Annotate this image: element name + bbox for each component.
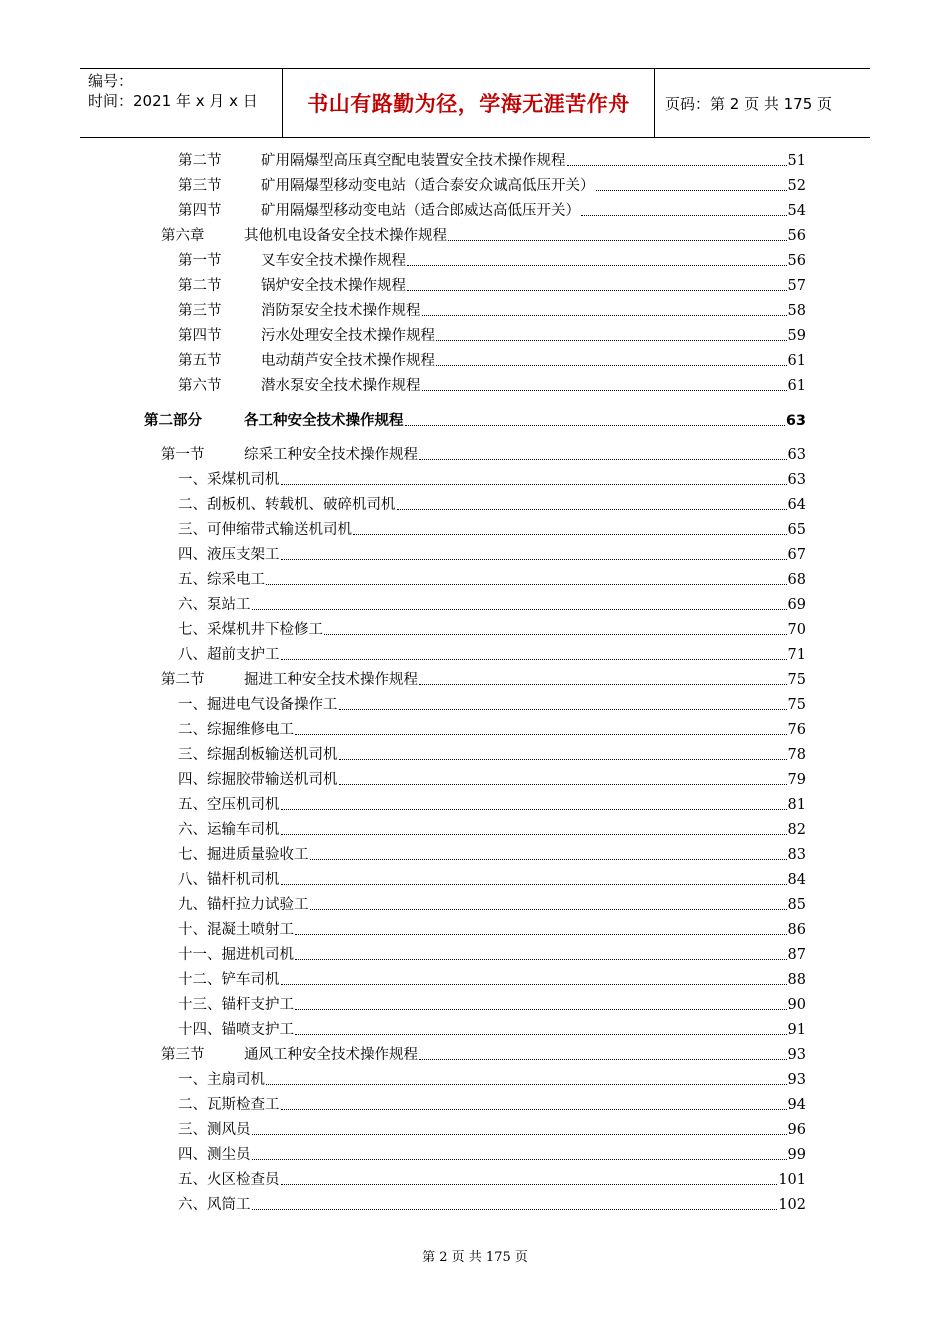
toc-entry-title: 五、空压机司机 [178,797,280,813]
toc-entry-title: 四、液压支架工 [178,547,280,563]
header-id-label: 编号： [88,72,134,90]
toc-entry-number: 第三节 [178,178,222,194]
toc-leader-dots [252,1133,787,1135]
toc-entry-title: 五、火区检查员 [178,1172,280,1188]
toc-entry-title: 潜水泵安全技术操作规程 [261,378,421,394]
toc-entry-title: 七、采煤机井下检修工 [178,622,323,638]
toc-entry-page: 79 [787,772,806,788]
toc-leader-dots [295,733,787,735]
toc-leader-dots [281,1108,787,1110]
toc-entry-page: 51 [787,153,806,169]
toc-entry-page: 61 [787,353,806,369]
toc-entry-title: 六、泵站工 [178,597,251,613]
toc-entry[interactable] [178,719,806,741]
toc-entry-number: 第二节 [178,278,222,294]
toc-entry-page: 83 [787,847,806,863]
toc-entry-page: 54 [787,203,806,219]
toc-entry-number: 第五节 [178,353,222,369]
toc-entry[interactable] [178,569,806,591]
toc-entry-page: 85 [787,897,806,913]
toc-entry-page: 81 [787,797,806,813]
toc-entry[interactable] [178,1019,806,1041]
toc-entry-number: 第二部分 [144,413,202,429]
toc-leader-dots [448,239,787,241]
toc-entry[interactable] [178,519,806,541]
toc-entry-number: 第四节 [178,328,222,344]
toc-entry[interactable] [161,669,806,691]
toc-entry-page: 101 [778,1172,806,1188]
toc-entry[interactable] [161,444,806,466]
toc-leader-dots [581,214,787,216]
toc-entry[interactable] [178,275,806,297]
toc-entry-number: 第四节 [178,203,222,219]
toc-entry-page: 71 [787,647,806,663]
toc-entry-page: 56 [787,228,806,244]
toc-entry-number: 第二节 [161,672,205,688]
toc-entry-page: 63 [787,447,806,463]
toc-entry[interactable] [178,1094,806,1116]
toc-entry-title: 八、锚杆机司机 [178,872,280,888]
toc-entry-title: 其他机电设备安全技术操作规程 [244,228,447,244]
toc-entry-title: 三、测风员 [178,1122,251,1138]
toc-entry-page: 99 [787,1147,806,1163]
toc-entry-page: 94 [787,1097,806,1113]
toc-leader-dots [407,289,787,291]
toc-entry[interactable] [178,300,806,322]
toc-entry-page: 52 [787,178,806,194]
toc-entry-title: 矿用隔爆型移动变电站（适合郎威达高低压开关） [261,203,580,219]
toc-leader-dots [266,1083,787,1085]
toc-entry-page: 86 [787,922,806,938]
toc-entry-title: 叉车安全技术操作规程 [261,253,406,269]
toc-entry[interactable] [178,644,806,666]
toc-leader-dots [324,633,787,635]
toc-entry-title: 六、风筒工 [178,1197,251,1213]
toc-entry-title: 五、综采电工 [178,572,265,588]
toc-entry-page: 63 [787,472,806,488]
toc-entry-title: 矿用隔爆型移动变电站（适合泰安众诚高低压开关） [261,178,595,194]
header-meta [80,69,282,137]
toc-entry-page: 87 [787,947,806,963]
toc-leader-dots [281,1183,778,1185]
toc-leader-dots [252,1158,787,1160]
toc-entry-title: 九、锚杆拉力试验工 [178,897,309,913]
toc-entry-page: 82 [787,822,806,838]
toc-leader-dots [281,808,787,810]
toc-entry-title: 二、综掘维修电工 [178,722,294,738]
toc-entry-title: 掘进工种安全技术操作规程 [244,672,418,688]
toc-entry-page: 91 [787,1022,806,1038]
toc-leader-dots [353,533,787,535]
toc-entry-title: 通风工种安全技术操作规程 [244,1047,418,1063]
header-motto: 书山有路勤为径，学海无涯苦作舟 [282,69,655,137]
toc-entry-page: 75 [787,672,806,688]
toc-entry[interactable] [178,969,806,991]
toc-entry-number: 第六章 [161,228,205,244]
toc-entry-page: 64 [787,497,806,513]
toc-leader-dots [339,758,787,760]
toc-entry-title: 八、超前支护工 [178,647,280,663]
toc-entry-page: 56 [787,253,806,269]
toc-entry-page: 61 [787,378,806,394]
toc-entry-page: 65 [787,522,806,538]
toc-entry-number: 第一节 [161,447,205,463]
toc-entry-title: 十四、锚喷支护工 [178,1022,294,1038]
toc-entry[interactable] [178,350,806,372]
toc-entry-page: 76 [787,722,806,738]
toc-entry[interactable] [178,694,806,716]
toc-entry-page: 63 [785,413,806,429]
toc-leader-dots [281,983,787,985]
toc-entry-number: 第三节 [161,1047,205,1063]
toc-leader-dots [339,708,787,710]
toc-leader-dots [281,658,787,660]
toc-entry[interactable] [178,544,806,566]
toc-entry[interactable] [178,1194,806,1216]
toc-entry-title: 一、主扇司机 [178,1072,265,1088]
toc-leader-dots [339,783,787,785]
toc-entry-title: 六、运输车司机 [178,822,280,838]
toc-leader-dots [436,339,787,341]
toc-leader-dots [397,508,787,510]
toc-leader-dots [419,683,787,685]
toc-entry[interactable] [144,410,806,432]
toc-entry-title: 综采工种安全技术操作规程 [244,447,418,463]
toc-leader-dots [310,908,787,910]
toc-entry-title: 十二、铲车司机 [178,972,280,988]
toc-entry[interactable] [178,1069,806,1091]
toc-entry-number: 第六节 [178,378,222,394]
toc-leader-dots [295,1033,787,1035]
toc-entry-title: 三、综掘刮板输送机司机 [178,747,338,763]
toc-leader-dots [436,364,787,366]
toc-leader-dots [422,314,787,316]
toc-entry-page: 84 [787,872,806,888]
toc-leader-dots [281,883,787,885]
toc-entry-page: 57 [787,278,806,294]
toc-leader-dots [596,189,787,191]
toc-entry-title: 一、掘进电气设备操作工 [178,697,338,713]
toc-leader-dots [252,608,787,610]
toc-entry-page: 69 [787,597,806,613]
toc-leader-dots [419,1058,787,1060]
toc-entry-title: 消防泵安全技术操作规程 [261,303,421,319]
toc-entry[interactable] [178,1119,806,1141]
toc-entry[interactable] [178,325,806,347]
toc-leader-dots [419,458,787,460]
toc-leader-dots [266,583,787,585]
toc-entry-page: 70 [787,622,806,638]
toc-entry[interactable] [161,225,806,247]
toc-leader-dots [567,164,787,166]
toc-entry[interactable] [178,250,806,272]
page-footer: 第 2 页 共 175 页 [422,1250,528,1265]
toc-entry[interactable] [178,869,806,891]
toc-entry-title: 十、混凝土喷射工 [178,922,294,938]
toc-entry-page: 78 [787,747,806,763]
toc-entry[interactable] [178,769,806,791]
toc-entry-page: 102 [778,1197,806,1213]
toc-entry[interactable] [178,619,806,641]
toc-leader-dots [281,558,787,560]
toc-entry-page: 93 [787,1072,806,1088]
toc-entry-title: 十三、锚杆支护工 [178,997,294,1013]
toc-entry[interactable] [178,494,806,516]
toc-entry-page: 96 [787,1122,806,1138]
toc-entry[interactable] [178,375,806,397]
toc-entry-title: 二、刮板机、转载机、破碎机司机 [178,497,396,513]
toc-entry[interactable] [178,944,806,966]
toc-entry-title: 一、采煤机司机 [178,472,280,488]
toc-entry-title: 七、掘进质量验收工 [178,847,309,863]
toc-entry-title: 污水处理安全技术操作规程 [261,328,435,344]
toc-entry-title: 矿用隔爆型高压真空配电装置安全技术操作规程 [261,153,566,169]
toc-entry-number: 第一节 [178,253,222,269]
toc-entry[interactable] [178,744,806,766]
page-header [80,68,870,138]
toc-leader-dots [252,1208,778,1210]
toc-entry[interactable] [178,894,806,916]
toc-leader-dots [407,264,787,266]
toc-entry-page: 75 [787,697,806,713]
toc-entry[interactable] [178,594,806,616]
toc-leader-dots [295,933,787,935]
toc-entry-title: 各工种安全技术操作规程 [244,413,404,429]
header-page-info: 页码：第 2 页 共 175 页 [665,94,833,113]
toc-entry[interactable] [178,819,806,841]
toc-entry[interactable] [178,150,806,172]
toc-entry-page: 59 [787,328,806,344]
toc-entry-title: 锅炉安全技术操作规程 [261,278,406,294]
toc-entry[interactable] [161,1044,806,1066]
toc-entry-number: 第二节 [178,153,222,169]
toc-entry-page: 88 [787,972,806,988]
toc-entry[interactable] [178,1144,806,1166]
toc-entry[interactable] [178,794,806,816]
toc-leader-dots [310,858,787,860]
toc-entry[interactable] [178,1169,806,1191]
toc-entry[interactable] [178,200,806,222]
toc-leader-dots [405,424,785,426]
toc-entry-page: 67 [787,547,806,563]
toc-entry-number: 第三节 [178,303,222,319]
toc-entry-page: 58 [787,303,806,319]
toc-entry-title: 四、综掘胶带输送机司机 [178,772,338,788]
toc-entry[interactable] [178,919,806,941]
toc-entry-title: 四、测尘员 [178,1147,251,1163]
toc-leader-dots [295,1008,787,1010]
toc-entry[interactable] [178,175,806,197]
toc-entry[interactable] [178,844,806,866]
toc-entry-title: 十一、掘进机司机 [178,947,294,963]
toc-leader-dots [281,833,787,835]
toc-leader-dots [422,389,787,391]
toc-entry-page: 68 [787,572,806,588]
toc-entry-title: 三、可伸缩带式输送机司机 [178,522,352,538]
toc-entry-title: 电动葫芦安全技术操作规程 [261,353,435,369]
header-time-label: 时间：2021 年 x 月 x 日 [88,92,258,110]
toc-entry-title: 二、瓦斯检查工 [178,1097,280,1113]
toc-entry-page: 90 [787,997,806,1013]
toc-entry-page: 93 [787,1047,806,1063]
toc-entry[interactable] [178,469,806,491]
toc-leader-dots [295,958,787,960]
toc-entry[interactable] [178,994,806,1016]
toc-leader-dots [281,483,787,485]
